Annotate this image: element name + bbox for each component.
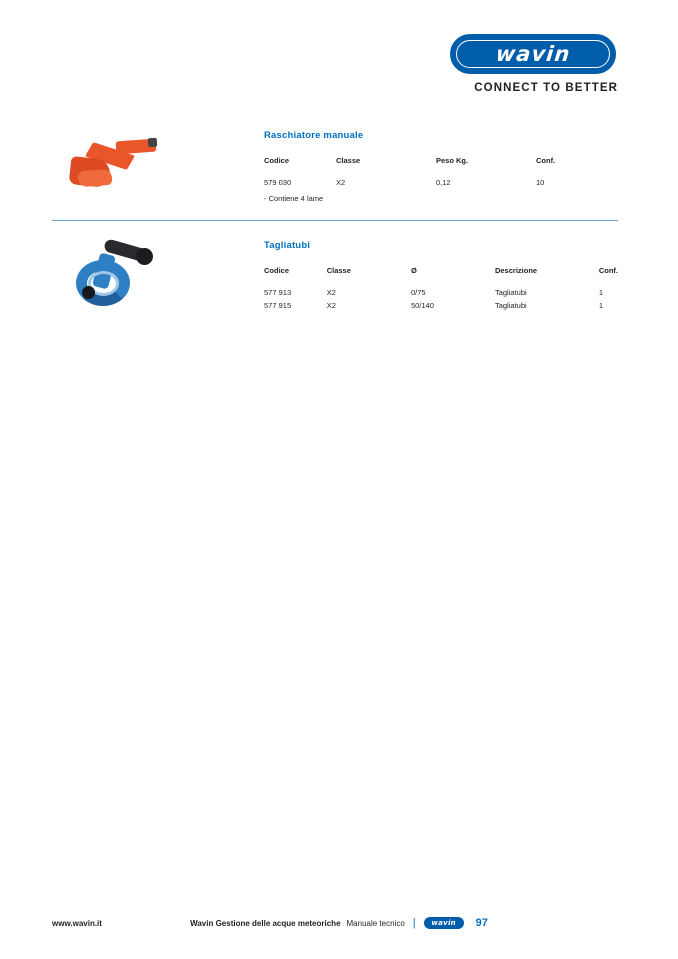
scraper-grip-highlight-shape: [77, 169, 112, 187]
footer-center-block: [0, 917, 678, 929]
page-footer: [0, 917, 678, 933]
table-row: [264, 178, 618, 191]
column-header-conf: Conf.: [536, 156, 556, 165]
table-header-row: [264, 266, 618, 288]
table-row: [264, 301, 618, 314]
product-note: - Contiene 4 lame: [264, 194, 324, 203]
column-header-codice: Codice: [264, 266, 290, 275]
cell-diametro: 0/75: [410, 288, 426, 297]
section-divider: [52, 220, 618, 221]
cell-codice: 577 913: [264, 288, 292, 297]
cell-diametro: 50/140: [410, 301, 434, 310]
pipe-cutter-image: [52, 238, 264, 318]
cell-conf: 1: [598, 288, 603, 297]
cell-conf: 10: [536, 178, 545, 187]
cell-peso: 0,12: [436, 178, 451, 187]
brand-logo-block: [450, 34, 618, 94]
pipe-cutter-illustration: [74, 238, 164, 310]
footer-website-link[interactable]: www.wavin.it: [52, 919, 102, 928]
product-info-raschiatore: [264, 128, 618, 203]
hand-scraper-image: [52, 128, 264, 208]
brand-tagline: CONNECT TO BETTER: [474, 82, 618, 94]
column-header-peso: Peso Kg.: [436, 156, 469, 165]
product-section-tagliatubi: [52, 238, 618, 318]
column-header-classe: Classe: [336, 156, 361, 165]
footer-separator: |: [412, 917, 416, 929]
column-header-codice: Codice: [264, 156, 290, 165]
wavin-logo: [450, 34, 616, 74]
product-section-raschiatore-manuale: [52, 128, 618, 208]
cell-classe: X2: [326, 288, 336, 297]
page-number: 97: [475, 917, 488, 929]
scraper-illustration: [70, 136, 158, 192]
footer-document-title: Wavin Gestione delle acque meteoriche: [190, 918, 341, 928]
cell-classe: X2: [336, 178, 346, 187]
cell-classe: X2: [326, 301, 336, 310]
cutter-knob-shape: [136, 248, 153, 265]
footer-wavin-logo: wavin: [424, 917, 464, 929]
spec-table-tagliatubi: [264, 266, 618, 314]
table-row: [264, 288, 618, 301]
cell-descrizione: Tagliatubi: [494, 288, 527, 297]
cell-codice: 577 915: [264, 301, 292, 310]
product-info-tagliatubi: [264, 238, 618, 314]
wavin-logo-text: wavin: [494, 42, 572, 66]
cell-conf: 1: [598, 301, 603, 310]
spec-table-raschiatore: [264, 156, 618, 191]
scraper-blade-tip-shape: [148, 138, 158, 148]
column-header-descrizione: Descrizione: [494, 266, 538, 275]
cutter-wheel-shape: [82, 286, 95, 299]
product-title: Raschiatore manuale: [264, 130, 364, 141]
column-header-conf: Conf.: [598, 266, 618, 275]
product-title: Tagliatubi: [264, 240, 311, 251]
footer-document-subtitle: Manuale tecnico: [346, 918, 405, 928]
cell-codice: 579 030: [264, 178, 292, 187]
column-header-classe: Classe: [326, 266, 351, 275]
table-header-row: [264, 156, 618, 178]
column-header-diametro: Ø: [410, 266, 417, 275]
cell-descrizione: Tagliatubi: [494, 301, 527, 310]
